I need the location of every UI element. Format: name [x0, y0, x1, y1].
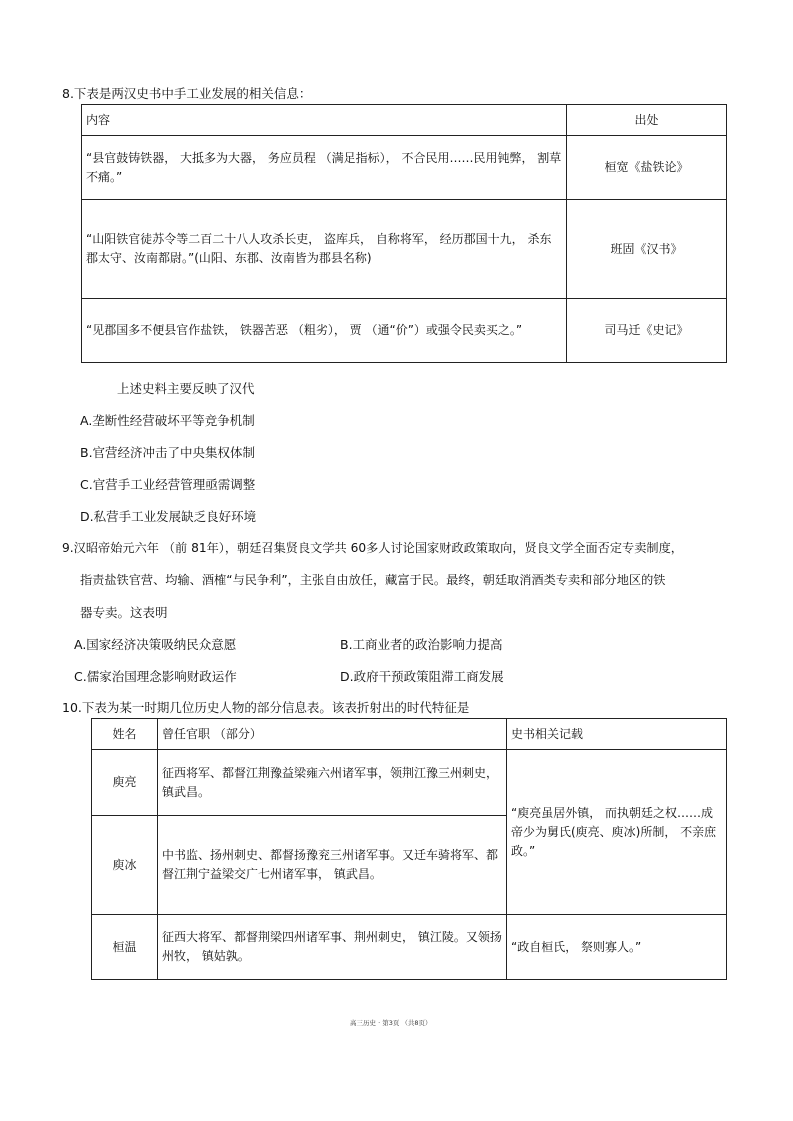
q10-row1-offices: 征西将军、都督江荆豫益梁雍六州诸军事，领荆江豫三州刺史，镇武昌。 — [158, 750, 507, 816]
q9-option-a[interactable]: A.国家经济决策吸纳民众意愿 — [74, 637, 237, 652]
q10-row3-record: “政自桓氏， 祭则寡人。” — [507, 915, 727, 980]
q10-row3-name: 桓温 — [92, 915, 158, 980]
q10-table-header-row — [92, 719, 727, 750]
q10-table — [91, 718, 727, 980]
q8-option-d[interactable]: D.私营手工业发展缺乏良好环境 — [80, 509, 257, 524]
q10-header-offices: 曾任官职 （部分） — [158, 719, 507, 750]
q10-stem: 10.下表为某一时期几位历史人物的部分信息表。该表折射出的时代特征是 — [62, 700, 470, 715]
q8-header-source: 出处 — [567, 105, 727, 136]
q8-question: 上述史料主要反映了汉代 — [117, 381, 255, 396]
q8-option-a[interactable]: A.垄断性经营破坏平等竞争机制 — [80, 413, 255, 428]
q8-header-content: 内容 — [82, 105, 567, 136]
q9-option-b[interactable]: B.工商业者的政治影响力提高 — [340, 637, 503, 652]
q8-table-header-row — [82, 105, 727, 136]
q8-row2-content: “山阳铁官徒苏令等二百二十八人攻杀长吏， 盗库兵， 自称将军， 经历郡国十九， 杀东郡太守、汝南都尉。”(山阳、东郡、汝南皆为郡县名称) — [82, 200, 567, 299]
q8-option-b[interactable]: B.官营经济冲击了中央集权体制 — [80, 445, 256, 460]
q8-table-row — [82, 200, 727, 299]
q10-row1-name: 庾亮 — [92, 750, 158, 816]
q10-header-name: 姓名 — [92, 719, 158, 750]
q8-table-row — [82, 299, 727, 363]
q8-row3-content: “见郡国多不便县官作盐铁， 铁器苦恶 （粗劣）， 贾 （通“价”）或强令民卖买之。” — [82, 299, 567, 363]
q8-row3-source: 司马迁《史记》 — [567, 299, 727, 363]
q10-row2-offices: 中书监、扬州刺史、都督扬豫兖三州诸军事。又迁车骑将军、都督江荆宁益梁交广七州诸军事， 镇武昌。 — [158, 816, 507, 915]
q10-row2-name: 庾冰 — [92, 816, 158, 915]
q10-table-row — [92, 750, 727, 816]
q8-stem: 8.下表是两汉史书中手工业发展的相关信息： — [62, 86, 312, 101]
q9-option-d[interactable]: D.政府干预政策阻滞工商发展 — [340, 669, 504, 684]
q8-row2-source: 班固《汉书》 — [567, 200, 727, 299]
page-footer: 高三历史 · 第3页 （共8页） — [350, 1019, 432, 1027]
q8-row1-source: 桓宽《盐铁论》 — [567, 136, 727, 200]
q10-header-record: 史书相关记载 — [507, 719, 727, 750]
q10-table-row — [92, 915, 727, 980]
q10-row3-offices: 征西大将军、都督荆梁四州诸军事、荆州刺史， 镇江陵。又领扬州牧， 镇姑孰。 — [158, 915, 507, 980]
q8-row1-content: “县官鼓铸铁器， 大抵多为大器， 务应员程 （满足指标）， 不合民用……民用钝弊， 割草不痛。” — [82, 136, 567, 200]
q8-table-row — [82, 136, 727, 200]
q9-stem-line2: 指责盐铁官营、均输、酒榷“与民争利”，主张自由放任，藏富于民。最终，朝廷取消酒类专卖和部分地区的铁 — [80, 573, 666, 587]
q8-table — [81, 104, 727, 363]
q9-option-c[interactable]: C.儒家治国理念影响财政运作 — [74, 669, 237, 684]
q8-option-c[interactable]: C.官营手工业经营管理亟需调整 — [80, 477, 256, 492]
q10-merged-record: “庾亮虽居外镇， 而执朝廷之权……成帝少为舅氏(庾亮、庾冰)所制， 不亲庶政。” — [507, 750, 727, 915]
q9-stem-line1: 9.汉昭帝始元六年 （前 81年），朝廷召集贤良文学共 60多人讨论国家财政政策取向，贤良文学全面否定专卖制度， — [62, 541, 683, 555]
q9-stem-line3: 器专卖。这表明 — [80, 605, 168, 620]
